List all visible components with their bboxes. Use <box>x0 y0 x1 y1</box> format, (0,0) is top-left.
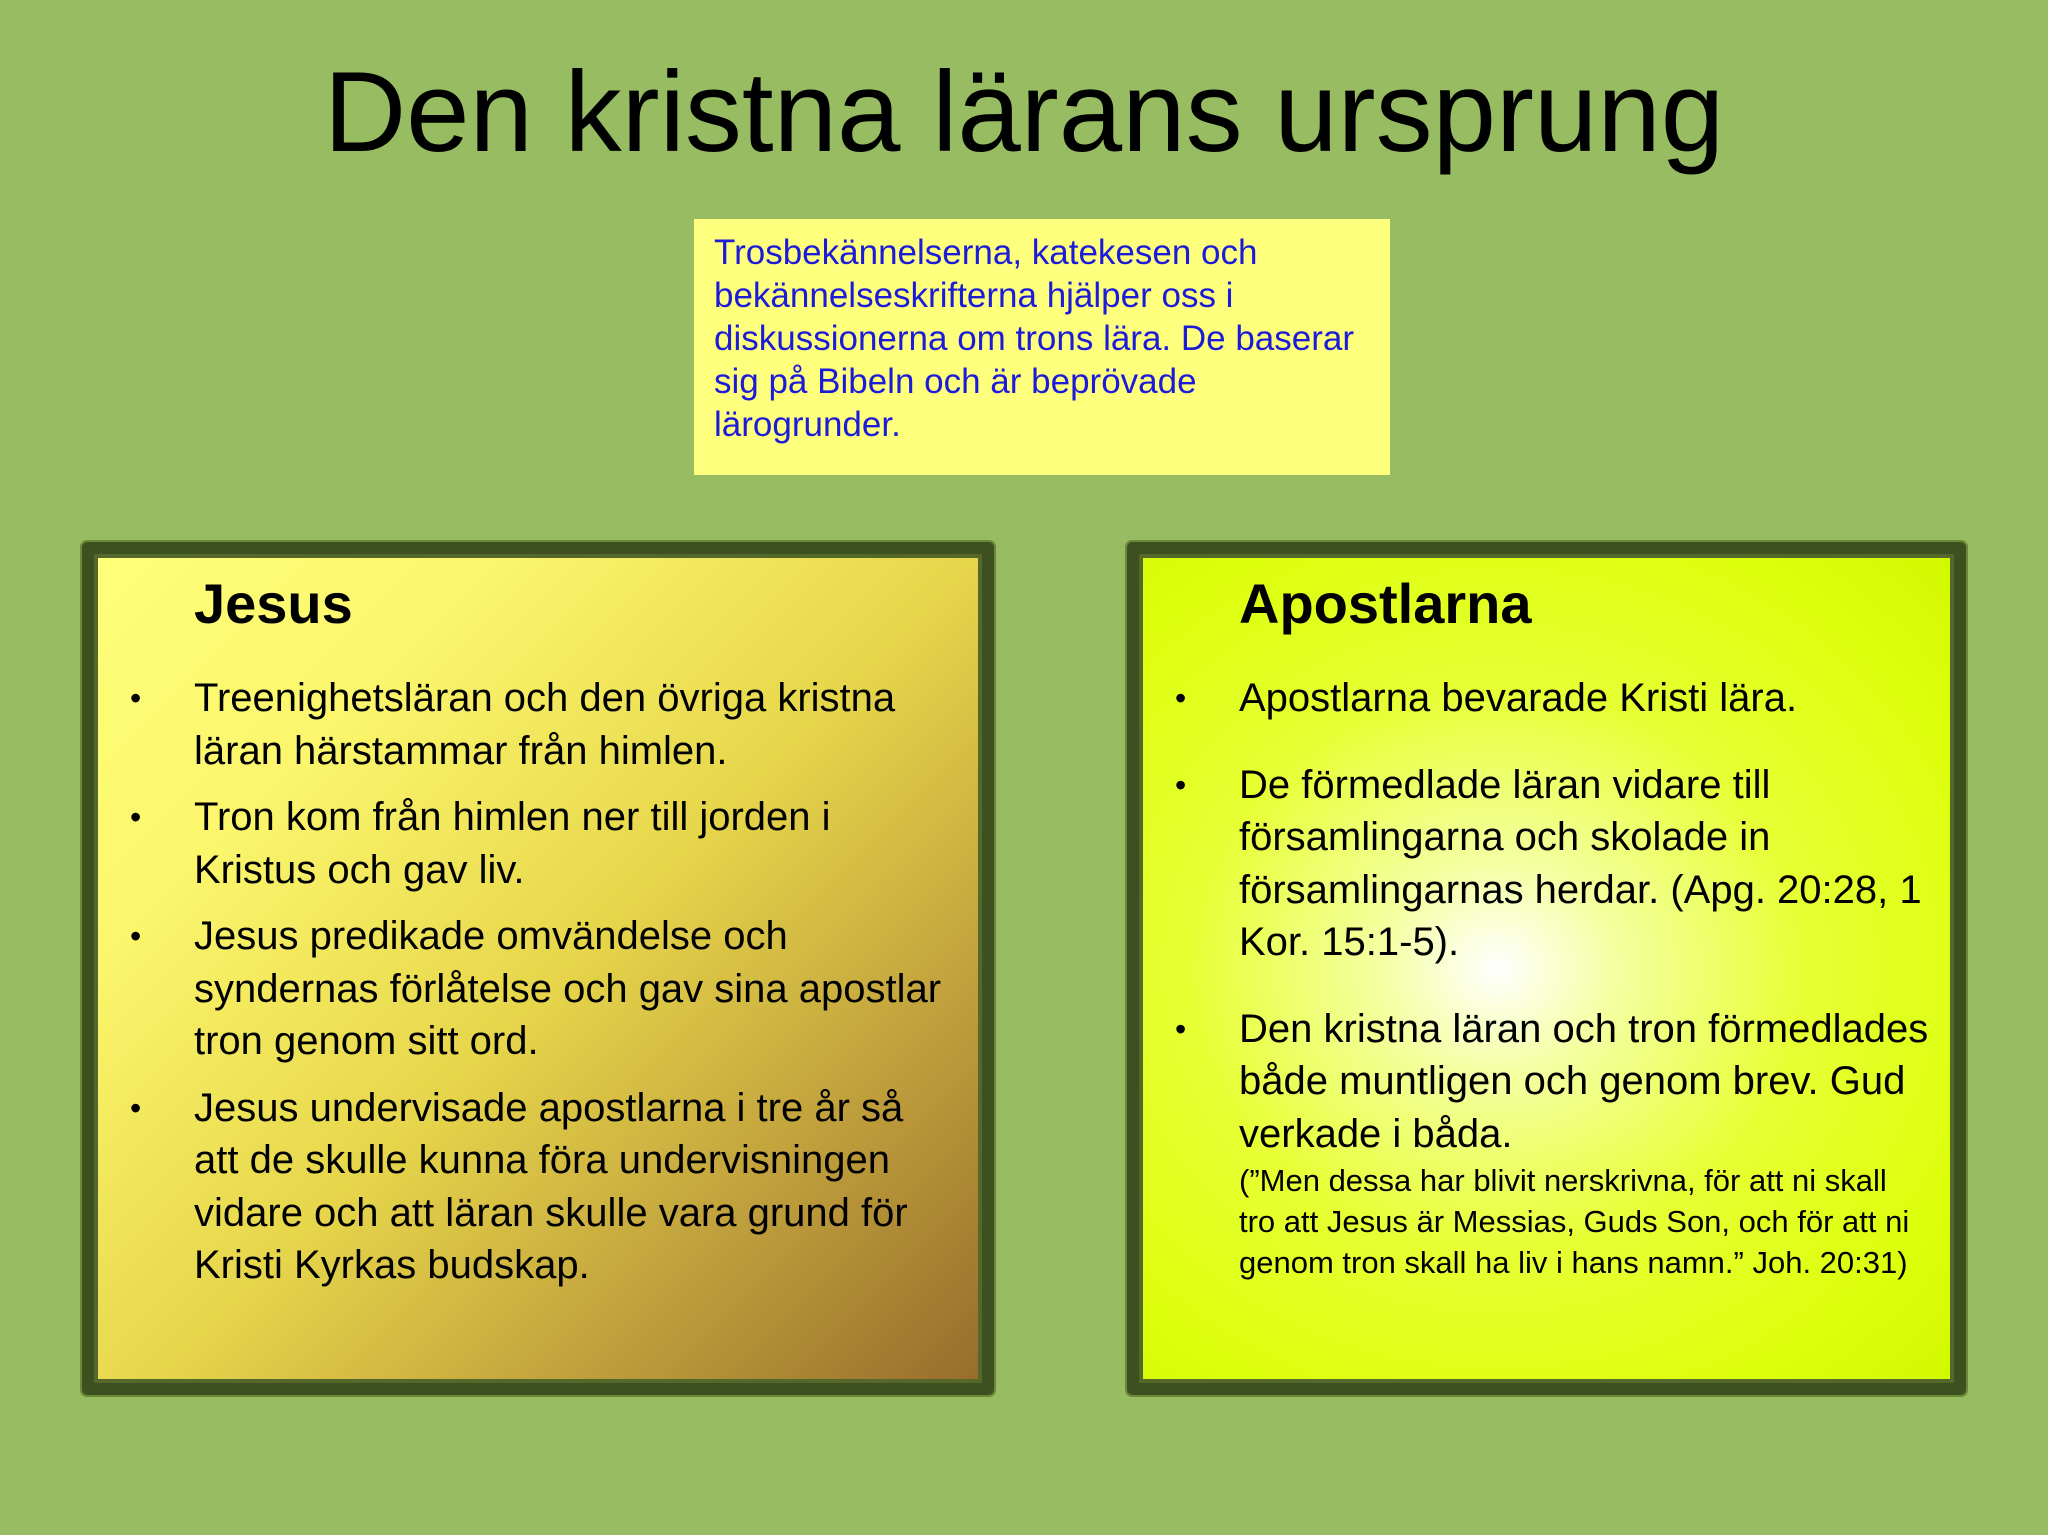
bullet-text: Tron kom från himlen ner till jorden i Kristus och gav liv. <box>194 795 831 892</box>
bullet-icon: • <box>1175 1010 1187 1047</box>
bullet-text: Den kristna läran och tron förmedlades både muntligen och genom brev. Gud verkade i båda. <box>1239 1006 1929 1156</box>
jesus-panel <box>82 542 994 1395</box>
jesus-bullet-list <box>130 672 958 1306</box>
bullet-text: Apostlarna bevarade Kristi lära. <box>1239 676 1798 720</box>
bullet-icon: • <box>130 1089 142 1126</box>
apostlarna-bullet-list <box>1175 672 1930 1317</box>
list-item <box>130 1082 958 1292</box>
bullet-icon: • <box>1175 766 1187 803</box>
note-text: Trosbekännelserna, katekesen och bekännelseskrifterna hjälper oss i diskussionerna om trons lära. De baserar sig på Bibeln och är beprövade lärogrunder. <box>714 233 1355 444</box>
list-item <box>1175 759 1930 969</box>
bullet-text: Jesus undervisade apostlarna i tre år så att de skulle kunna föra undervisningen vidare och att läran skulle vara grund för Kristi Kyrkas budskap. <box>194 1085 908 1287</box>
bullet-text: De förmedlade läran vidare till församlingarna och skolade in församlingarnas herdar. (Apg. 20:28, 1 Kor. 15:1-5). <box>1239 762 1922 964</box>
list-item <box>130 791 958 896</box>
bullet-icon: • <box>1175 680 1187 716</box>
bullet-icon: • <box>130 680 142 716</box>
bullet-icon: • <box>130 799 142 835</box>
list-item <box>130 672 958 777</box>
panel-heading-jesus: Jesus <box>194 572 353 635</box>
list-item <box>130 910 958 1068</box>
panel-heading-apostlarna: Apostlarna <box>1239 572 1532 635</box>
list-item <box>1175 1003 1930 1284</box>
apostlarna-panel <box>1127 542 1966 1395</box>
note-box <box>694 219 1390 475</box>
bible-quote: (”Men dessa har blivit nerskrivna, för att ni skall tro att Jesus är Messias, Guds Son, och för att ni genom tron skall ha liv i hans namn.” Joh. 20:31) <box>1239 1163 1910 1280</box>
bullet-text: Jesus predikade omvändelse och syndernas förlåtelse och gav sina apostlar tron genom sitt ord. <box>194 914 942 1063</box>
bullet-text: Treenighetsläran och den övriga kristna läran härstammar från himlen. <box>194 676 896 773</box>
slide-title: Den kristna lärans ursprung <box>323 49 1725 176</box>
bullet-icon: • <box>130 918 142 954</box>
list-item <box>1175 672 1930 725</box>
